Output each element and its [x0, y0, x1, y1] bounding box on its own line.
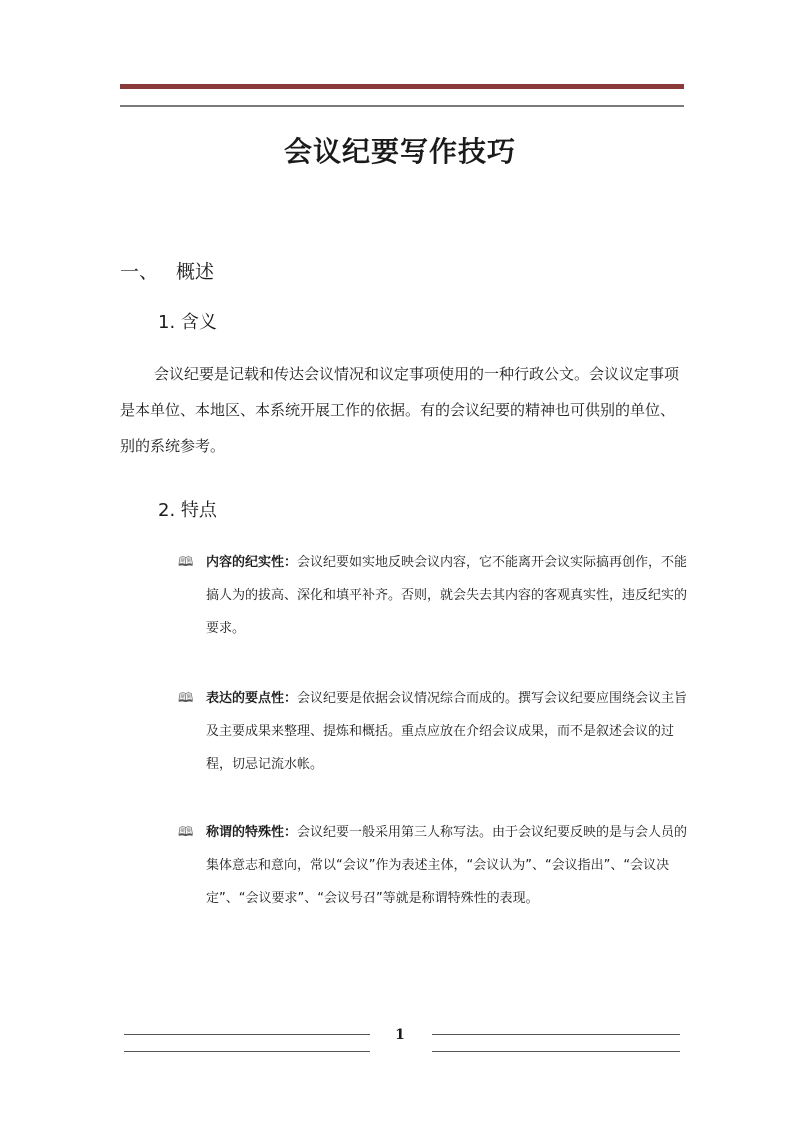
feature-term: 内容的纪实性： — [206, 555, 298, 570]
book-icon: 🕮 — [178, 825, 194, 840]
document-title: 会议纪要写作技巧 — [283, 135, 516, 168]
page-number: 1 — [395, 1027, 405, 1043]
feature-bullet-2 — [178, 682, 688, 781]
subsection-heading-meaning: 1. 含义 — [158, 312, 217, 333]
section-heading-1 — [120, 257, 214, 284]
feature-bullet-1 — [178, 546, 688, 645]
header-rule-thin — [120, 105, 684, 107]
feature-bullet-text — [206, 546, 688, 645]
footer-rule-left-lower — [124, 1051, 370, 1052]
book-icon: 🕮 — [178, 691, 194, 706]
book-icon: 🕮 — [178, 555, 194, 570]
feature-description: 会议纪要如实地反映会议内容，它不能离开会议实际搞再创作，不能搞人为的拔高、深化和填平补齐。否则，就会失去其内容的客观真实性，违反纪实的要求。 — [206, 555, 688, 636]
feature-description: 会议纪要是依据会议情况综合而成的。撰写会议纪要应围绕会议主旨及主要成果来整理、提炼和概括。重点应放在介绍会议成果，而不是叙述会议的过程，切忌记流水帐。 — [206, 691, 688, 772]
header-rule-thick — [120, 84, 684, 89]
feature-term: 表达的要点性： — [206, 691, 298, 706]
meaning-paragraph: 会议纪要是记载和传达会议情况和议定事项使用的一种行政公文。会议议定事项是本单位、本地区、本系统开展工作的依据。有的会议纪要的精神也可供别的单位、别的系统参考。 — [120, 365, 680, 455]
feature-description: 会议纪要一般采用第三人称写法。由于会议纪要反映的是与会人员的集体意志和意向，常以“会议”作为表述主体，“会议认为”、“会议指出”、“会议决定”、“会议要求”、“会议号召”等就是称谓特殊性的表现。 — [206, 825, 688, 906]
section-title: 概述 — [176, 261, 215, 283]
section-number: 一、 — [120, 261, 159, 283]
feature-bullet-3 — [178, 816, 688, 915]
feature-bullet-text — [206, 816, 688, 915]
footer-rule-right-lower — [432, 1051, 680, 1052]
feature-bullet-text — [206, 682, 688, 781]
feature-term: 称谓的特殊性： — [206, 825, 298, 840]
subsection-heading-features: 2. 特点 — [158, 500, 217, 521]
